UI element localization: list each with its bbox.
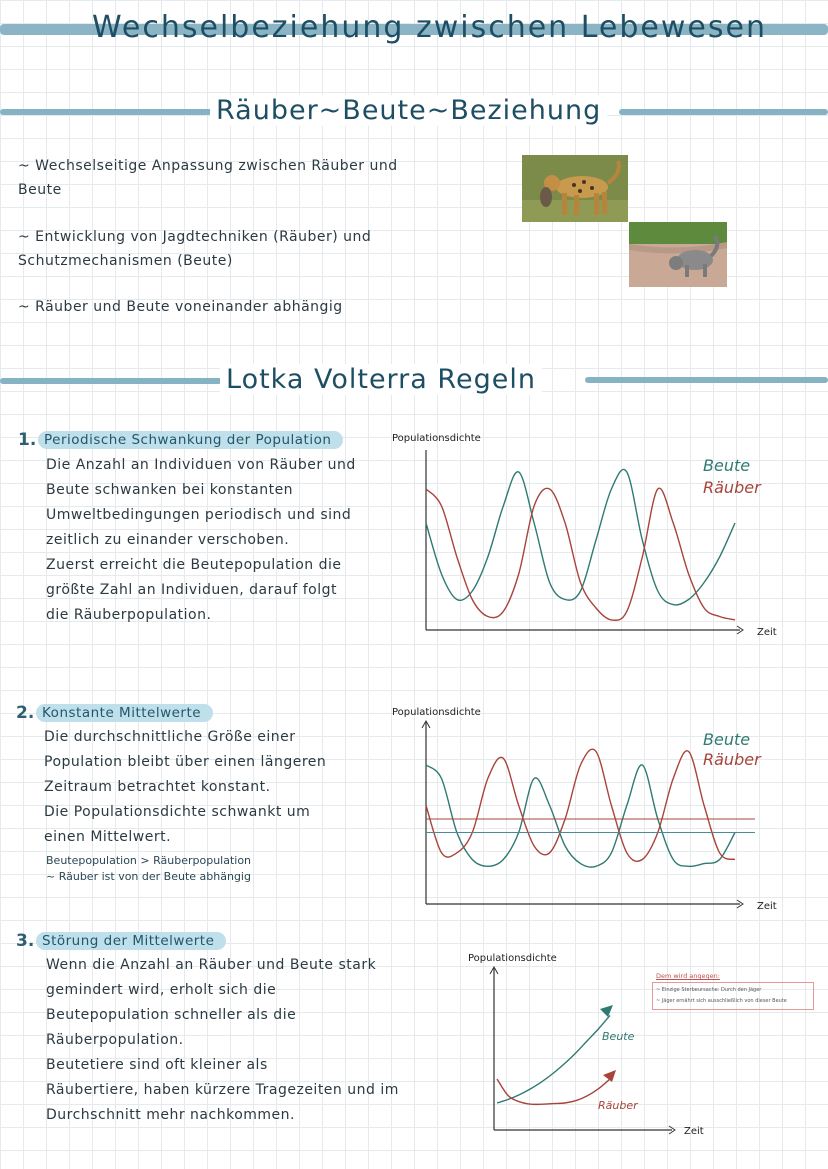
rule-2-label: Konstante Mittelwerte	[36, 704, 213, 722]
section-heading-lotka-volterra: Lotka Volterra Regeln	[220, 364, 542, 395]
chart-3-xlabel: Zeit	[684, 1126, 704, 1137]
rule-2-note: Beutepopulation > Räuberpopulation	[46, 854, 252, 867]
leopard-photo	[522, 155, 628, 222]
rule-1-line: Zuerst erreicht die Beutepopulation die	[46, 557, 342, 573]
rule-2-note: ~ Räuber ist von der Beute abhängig	[46, 870, 251, 883]
chart-1-beute-line	[426, 469, 735, 605]
chart-1-xlabel: Zeit	[757, 627, 777, 638]
side-note-item: ~ Jäger ernährt sich ausschließlich von dieser Beute	[656, 998, 787, 1004]
chart-1-ylabel: Populationsdichte	[392, 433, 481, 444]
rule-3-line: Beutepopulation schneller als die	[46, 1007, 297, 1023]
rule-1-text	[46, 453, 406, 628]
bullet-3	[18, 295, 488, 319]
side-note-title: Dem wird angegen:	[656, 972, 720, 980]
rule-3-line: Wenn die Anzahl an Räuber und Beute stark	[46, 957, 377, 973]
rule-3-line: Räubertiere, haben kürzere Tragezeiten und im	[46, 1082, 399, 1098]
chart-1-legend-beute: Beute	[703, 456, 751, 475]
chart-3-raeuber-line	[497, 1079, 610, 1104]
chart-2-ylabel: Populationsdichte	[392, 707, 481, 718]
chart-2-xlabel: Zeit	[757, 901, 777, 912]
rule-3-line: Räuberpopulation.	[46, 1032, 184, 1048]
rule-1-line: Umweltbedingungen periodisch und sind	[46, 507, 352, 523]
chart-3-label-raeuber: Räuber	[598, 1099, 638, 1112]
rule-1-number: 1.	[18, 430, 37, 450]
bullet-2-line-1: ~ Entwicklung von Jagdtechniken (Räuber) und	[18, 229, 372, 245]
rule-3-line: gemindert wird, erholt sich die	[46, 982, 277, 998]
chart-1	[385, 425, 785, 645]
rule-3-line: Beutetiere sind oft kleiner als	[46, 1057, 268, 1073]
rule-1-label: Periodische Schwankung der Population	[38, 431, 343, 449]
rule-2-notes	[46, 853, 251, 885]
rule-1-line: die Räuberpopulation.	[46, 607, 212, 623]
heading2-bar-left	[0, 378, 222, 384]
rule-1-line: Die Anzahl an Individuen von Räuber und	[46, 457, 356, 473]
chart-1-raeuber-line	[426, 488, 735, 620]
bullet-1-line-2: Beute	[18, 182, 62, 198]
chart-3-beute-line	[497, 1015, 610, 1103]
chart-2-beute-line	[426, 765, 735, 867]
rule-1-line: Beute schwanken bei konstanten	[46, 482, 294, 498]
bullet-2-line-2: Schutzmechanismen (Beute)	[18, 253, 233, 269]
side-note-box	[652, 982, 814, 1010]
heading-bar-right	[619, 109, 828, 115]
bullet-1	[18, 154, 488, 202]
bullet-1-line-1: ~ Wechselseitige Anpassung zwischen Räuber und	[18, 158, 398, 174]
chart-2-legend-beute: Beute	[703, 730, 751, 749]
page-title: Wechselbeziehung zwischen Lebewesen	[92, 10, 767, 45]
cat-photo	[629, 222, 727, 287]
chart-2	[385, 698, 785, 918]
bullet-3-line-1: ~ Räuber und Beute voneinander abhängig	[18, 299, 343, 315]
side-note-item: ~ Einzige Sterbeursache: Durch den Jäger	[656, 987, 762, 993]
rule-3-text	[46, 953, 446, 1128]
chart-2-raeuber-line	[426, 749, 735, 861]
rule-3-label: Störung der Mittelwerte	[36, 932, 226, 950]
bullet-2	[18, 225, 488, 273]
chart-3-ylabel: Populationsdichte	[468, 953, 557, 964]
rule-1-line: größte Zahl an Individuen, darauf folgt	[46, 582, 337, 598]
rule-2-line: Die durchschnittliche Größe einer	[44, 729, 296, 745]
rule-2-line: Die Populationsdichte schwankt um	[44, 804, 311, 820]
chart-3-label-beute: Beute	[602, 1030, 635, 1043]
chart-1-legend-raeuber: Räuber	[703, 478, 761, 497]
rule-2-number: 2.	[16, 703, 35, 723]
rule-1-line: zeitlich zu einander verschoben.	[46, 532, 290, 548]
rule-3-number: 3.	[16, 931, 35, 951]
rule-2-line: einen Mittelwert.	[44, 829, 172, 845]
rule-2-text	[44, 725, 404, 850]
chart-2-legend-raeuber: Räuber	[703, 750, 761, 769]
rule-2-line: Population bleibt über einen längeren	[44, 754, 327, 770]
section-heading-raeuber-beute: Räuber~Beute~Beziehung	[210, 95, 607, 126]
side-note	[652, 972, 814, 1010]
rule-2-line: Zeitraum betrachtet konstant.	[44, 779, 271, 795]
heading2-bar-right	[585, 377, 828, 383]
heading-bar-left	[0, 109, 212, 115]
rule-3-line: Durchschnitt mehr nachkommen.	[46, 1107, 295, 1123]
chart-3-beute-arrowhead	[600, 1005, 613, 1017]
